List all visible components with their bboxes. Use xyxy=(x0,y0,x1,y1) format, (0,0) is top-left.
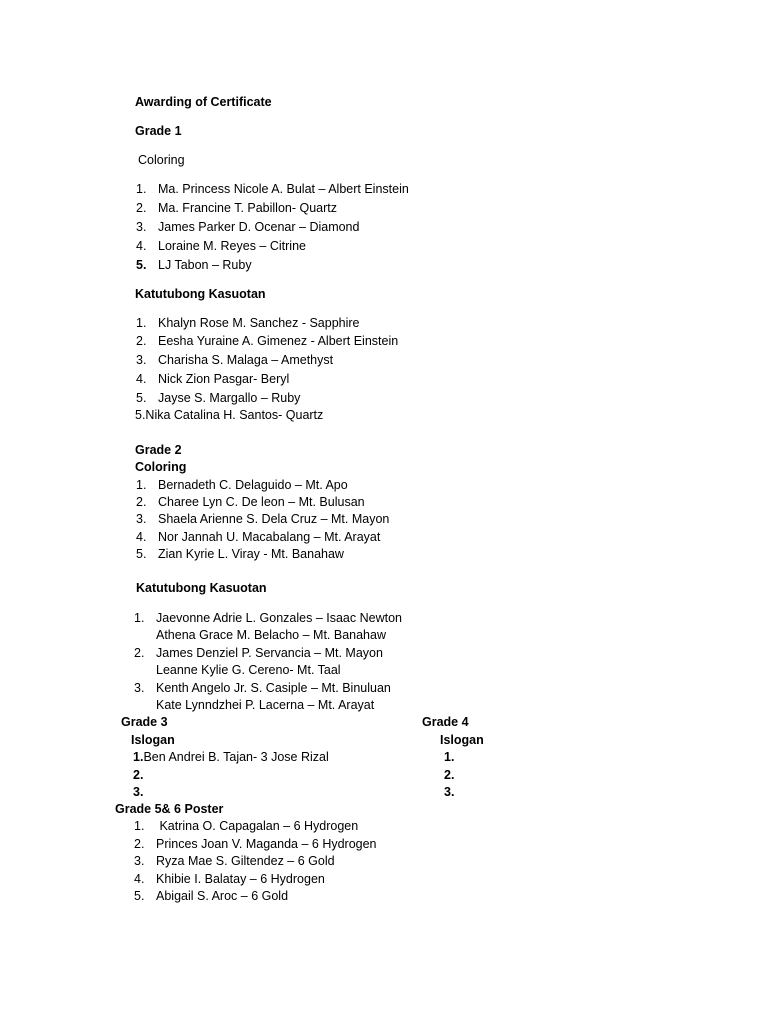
list-item: 4. Loraine M. Reyes – Citrine xyxy=(136,239,306,253)
grade2-coloring-heading: Coloring xyxy=(135,460,187,474)
list-item: 1. Jaevonne Adrie L. Gonzales – Isaac Newton xyxy=(134,611,402,625)
list-item: 2. Ma. Francine T. Pabillon- Quartz xyxy=(136,201,338,215)
grade4-heading: Grade 4 xyxy=(422,715,469,729)
list-item: 1. Khalyn Rose M. Sanchez - Sapphire xyxy=(136,316,360,330)
list-item: 3. James Parker D. Ocenar – Diamond xyxy=(136,220,360,234)
list-item: 1.Ben Andrei B. Tajan- 3 Jose Rizal xyxy=(133,750,329,764)
document-title: Awarding of Certificate xyxy=(135,95,272,109)
list-item: 1. Bernadeth C. Delaguido – Mt. Apo xyxy=(136,478,348,492)
list-item: 2. xyxy=(133,768,144,782)
list-item-extra: 5.Nika Catalina H. Santos- Quartz xyxy=(135,408,324,422)
grade2-kasuotan-heading: Katutubong Kasuotan xyxy=(136,581,267,595)
grade3-heading: Grade 3 xyxy=(121,715,168,729)
grade4-islogan-heading: Islogan xyxy=(440,733,484,747)
list-item: 2. Eesha Yuraine A. Gimenez - Albert Einstein xyxy=(136,334,399,348)
list-item: 5. Jayse S. Margallo – Ruby xyxy=(136,391,301,405)
list-item: 4. Nick Zion Pasgar- Beryl xyxy=(136,372,290,386)
list-item-continuation: Leanne Kylie G. Cereno- Mt. Taal xyxy=(156,663,341,677)
list-item: 2. xyxy=(444,768,455,782)
list-item: 2. Princes Joan V. Maganda – 6 Hydrogen xyxy=(134,837,377,851)
list-item: 1. Ma. Princess Nicole A. Bulat – Albert Einstein xyxy=(136,182,409,196)
grade3-islogan-heading: Islogan xyxy=(131,733,175,747)
list-item: 3. Shaela Arienne S. Dela Cruz – Mt. Mayon xyxy=(136,512,390,526)
list-item: 4. Khibie I. Balatay – 6 Hydrogen xyxy=(134,872,325,886)
list-item-continuation: Athena Grace M. Belacho – Mt. Banahaw xyxy=(156,628,386,642)
list-item: 5. Abigail S. Aroc – 6 Gold xyxy=(134,889,289,903)
list-item: 3. xyxy=(133,785,144,799)
list-item: 3. Charisha S. Malaga – Amethyst xyxy=(136,353,334,367)
grade2-heading: Grade 2 xyxy=(135,443,182,457)
list-item: 3. Kenth Angelo Jr. S. Casiple – Mt. Binuluan xyxy=(134,681,391,695)
list-item: 4. Nor Jannah U. Macabalang – Mt. Arayat xyxy=(136,530,381,544)
grade1-coloring-heading: Coloring xyxy=(138,153,185,167)
list-item: 5. Zian Kyrie L. Viray - Mt. Banahaw xyxy=(136,547,344,561)
list-item: 5. LJ Tabon – Ruby xyxy=(136,258,252,272)
list-item: 1. Katrina O. Capagalan – 6 Hydrogen xyxy=(134,819,359,833)
list-item: 3. xyxy=(444,785,455,799)
grade1-heading: Grade 1 xyxy=(135,124,182,138)
list-item: 3. Ryza Mae S. Giltendez – 6 Gold xyxy=(134,854,335,868)
list-item: 2. James Denziel P. Servancia – Mt. Mayon xyxy=(134,646,383,660)
list-item: 1. xyxy=(444,750,455,764)
list-item-continuation: Kate Lynndzhei P. Lacerna – Mt. Arayat xyxy=(156,698,375,712)
grade56-heading: Grade 5& 6 Poster xyxy=(115,802,224,816)
list-item: 2. Charee Lyn C. De leon – Mt. Bulusan xyxy=(136,495,365,509)
grade1-kasuotan-heading: Katutubong Kasuotan xyxy=(135,287,266,301)
